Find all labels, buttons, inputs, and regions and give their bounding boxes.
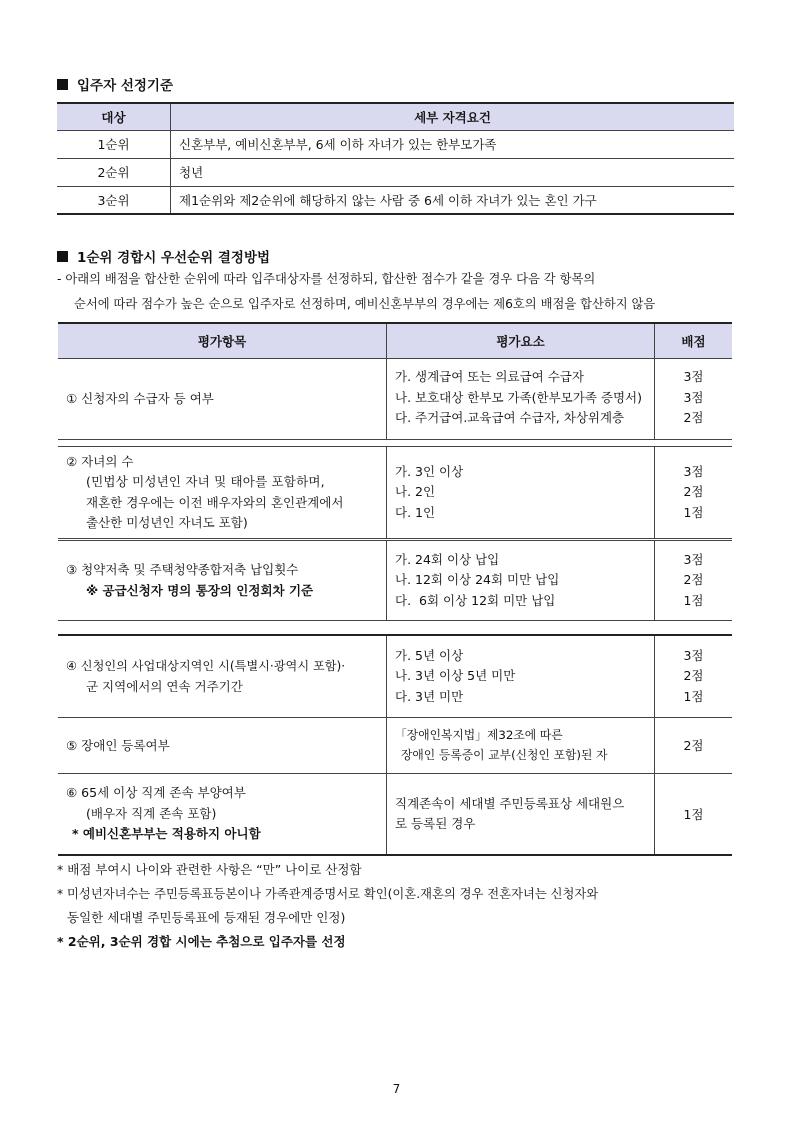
intro-line-1: - 아래의 배점을 합산한 순위에 따라 입주대상자를 선정하되, 합산한 점수가 같을 경우 다음 각 항목의 bbox=[57, 272, 596, 286]
eval-item-label: ② 자녀의 수 bbox=[66, 453, 134, 469]
score-cell bbox=[655, 636, 732, 717]
table-header-row bbox=[57, 103, 734, 130]
note-children-cont: 동일한 세대별 주민등록표에 등재된 경우에만 인정) bbox=[67, 910, 346, 925]
score-value: 2점 bbox=[683, 668, 704, 684]
eval-element-line: 가. 생계급여 또는 의료급여 수급자 bbox=[395, 369, 584, 385]
rank-cell: 3순위 bbox=[57, 186, 171, 214]
eval-item-label: ① 신청자의 수급자 등 여부 bbox=[66, 391, 214, 406]
eval-element-line: 가. 24회 이상 납입 bbox=[395, 551, 500, 567]
eval-item-label: (민법상 미성년인 자녀 및 태아를 포함하며, bbox=[86, 474, 325, 489]
note-age: * 배점 부여시 나이와 관련한 사항은 “만” 나이로 산정함 bbox=[57, 862, 362, 877]
eval-element-line: 장애인 등록증이 교부(신청인 포함)된 자 bbox=[401, 747, 608, 762]
score-cell bbox=[655, 447, 732, 538]
requirement-cell: 제1순위와 제2순위에 해당하지 않는 사람 중 6세 이하 자녀가 있는 혼인 가구 bbox=[179, 192, 597, 208]
section-title-priority bbox=[57, 246, 270, 266]
section-title-text: 입주자 선정기준 bbox=[77, 78, 173, 94]
eval-element-line: 가. 3인 이상 bbox=[395, 463, 464, 479]
priority-row-1 bbox=[58, 357, 732, 440]
priority-table-header bbox=[58, 322, 732, 359]
requirement-cell: 청년 bbox=[171, 158, 735, 186]
table-row bbox=[57, 186, 734, 214]
priority-row-5 bbox=[58, 716, 732, 774]
eval-item-cell bbox=[58, 636, 387, 717]
header-target: 대상 bbox=[57, 103, 171, 130]
score-value: 2점 bbox=[683, 737, 704, 753]
eval-element-cell bbox=[387, 357, 655, 439]
eval-item-label: ⑤ 장애인 등록여부 bbox=[66, 737, 170, 753]
score-cell bbox=[655, 774, 732, 854]
eval-element-line: 다. 주거급여.교육급여 수급자, 차상위계층 bbox=[395, 410, 625, 426]
table-row bbox=[57, 158, 734, 186]
eval-item-label: ③ 청약저축 및 주택청약종합저축 납입횟수 bbox=[66, 562, 299, 577]
eval-element-line: 다. 6회 이상 12회 미만 납입 bbox=[395, 592, 556, 608]
eval-element-line: 나. 2인 bbox=[395, 484, 436, 500]
priority-row-6 bbox=[58, 774, 732, 856]
eval-element-line: 로 등록된 경우 bbox=[395, 816, 476, 831]
eval-item-note: * 예비신혼부부는 적용하지 아니함 bbox=[72, 826, 261, 842]
page-number: 7 bbox=[392, 1082, 401, 1096]
eval-element-line: 나. 보호대상 한부모 가족(한부모가족 증명서) bbox=[395, 389, 642, 405]
section-title-text: 1순위 경합시 우선순위 결정방법 bbox=[77, 250, 271, 266]
eval-element-line: 나. 3년 이상 5년 미만 bbox=[395, 668, 516, 684]
note-children: * 미성년자녀수는 주민등록표등본이나 가족관계증명서로 확인(이혼.재혼의 경우 전혼자녀는 신청자와 bbox=[57, 887, 599, 901]
priority-row-2 bbox=[58, 446, 732, 539]
priority-row-4 bbox=[58, 634, 732, 718]
score-value: 2점 bbox=[683, 410, 704, 426]
eval-element-cell bbox=[387, 636, 655, 717]
header-eval-item: 평가항목 bbox=[58, 324, 387, 358]
score-value: 2점 bbox=[683, 572, 704, 588]
selection-criteria-table bbox=[57, 102, 734, 215]
score-value: 3점 bbox=[683, 647, 704, 663]
eval-item-label: ④ 신청인의 사업대상지역인 시(특별시·광역시 포함)· bbox=[66, 659, 346, 673]
eval-item-label: 군 지역에서의 연속 거주기간 bbox=[86, 678, 243, 694]
header-requirements: 세부 자격요건 bbox=[171, 103, 735, 130]
eval-item-label: ⑥ 65세 이상 직계 존속 부양여부 bbox=[66, 785, 246, 801]
eval-element-line: 나. 12회 이상 24회 미만 납입 bbox=[395, 572, 560, 588]
eval-element-cell bbox=[387, 447, 655, 538]
score-value: 3점 bbox=[683, 463, 704, 479]
eval-item-cell bbox=[58, 716, 387, 773]
priority-row-3 bbox=[58, 540, 732, 621]
score-value: 1점 bbox=[683, 688, 704, 704]
eval-element-line: 「장애인복지법」제32조에 따른 bbox=[395, 727, 563, 742]
score-value: 1점 bbox=[683, 807, 704, 822]
rank-cell: 1순위 bbox=[57, 130, 171, 158]
score-cell bbox=[655, 541, 732, 620]
eval-item-cell bbox=[58, 357, 387, 439]
eval-element-line: 가. 5년 이상 bbox=[395, 647, 464, 663]
eval-element-line: 직계존속이 세대별 주민등록표상 세대원으 bbox=[395, 795, 625, 811]
note-lottery: * 2순위, 3순위 경합 시에는 추첨으로 입주자를 선정 bbox=[57, 934, 346, 949]
header-eval-element: 평가요소 bbox=[387, 324, 655, 358]
eval-item-label: 출산한 미성년인 자녀도 포함) bbox=[86, 515, 248, 530]
header-score: 배점 bbox=[681, 334, 706, 349]
requirement-cell: 신혼부부, 예비신혼부부, 6세 이하 자녀가 있는 한부모가족 bbox=[171, 130, 735, 158]
score-value: 3점 bbox=[683, 551, 704, 567]
score-value: 3점 bbox=[683, 389, 704, 405]
eval-item-cell bbox=[58, 774, 387, 854]
eval-element-cell bbox=[387, 716, 655, 773]
score-cell bbox=[655, 357, 732, 439]
score-cell bbox=[655, 716, 732, 773]
score-value: 3점 bbox=[683, 369, 704, 385]
notes-block bbox=[57, 858, 747, 954]
rank-cell: 2순위 bbox=[57, 158, 171, 186]
eval-item-label: (배우자 직계 존속 포함) bbox=[86, 805, 217, 821]
score-value: 1점 bbox=[683, 504, 704, 520]
score-value: 2점 bbox=[683, 484, 704, 500]
eval-element-line: 다. 1인 bbox=[395, 504, 436, 520]
eval-element-cell bbox=[387, 541, 655, 620]
table-row bbox=[57, 130, 734, 158]
eval-element-cell bbox=[387, 774, 655, 854]
eval-item-cell bbox=[58, 541, 387, 620]
eval-item-cell bbox=[58, 447, 387, 538]
score-value: 1점 bbox=[683, 592, 704, 608]
square-bullet-icon bbox=[57, 79, 68, 90]
square-bullet-icon bbox=[57, 251, 68, 262]
eval-item-label: 재혼한 경우에는 이전 배우자와의 혼인관계에서 bbox=[86, 494, 344, 510]
eval-element-line: 다. 3년 미만 bbox=[395, 688, 464, 704]
section-title-selection bbox=[57, 74, 173, 94]
intro-line-2: 순서에 따라 점수가 높은 순으로 입주자로 선정하며, 예비신혼부부의 경우에는 제6호의 배점을 합산하지 않음 bbox=[74, 297, 656, 311]
eval-item-note: ※ 공급신청자 명의 통장의 인정회차 기준 bbox=[86, 582, 314, 598]
